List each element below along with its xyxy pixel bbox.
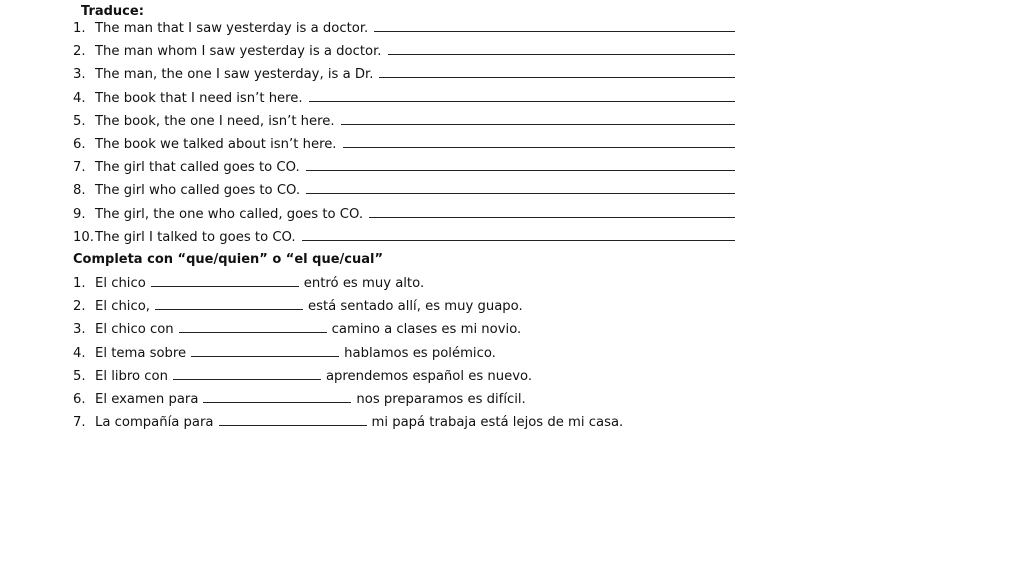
section-title-completa: Completa con “que/quien” o “el que/cual” [73, 252, 384, 267]
item-number: 10. [73, 230, 94, 245]
item-number: 8. [73, 183, 86, 198]
answer-blank[interactable] [343, 135, 735, 148]
item-text-after: hablamos es polémico. [344, 346, 496, 361]
answer-blank[interactable] [306, 181, 735, 194]
translate-item-4 [73, 89, 735, 107]
answer-blank[interactable] [173, 367, 321, 380]
item-text-before: El tema sobre [95, 346, 187, 361]
item-number: 3. [73, 67, 86, 82]
translate-item-2 [73, 42, 735, 60]
item-number: 6. [73, 137, 86, 152]
translate-item-1 [73, 19, 735, 37]
item-text-before: El chico, [95, 299, 150, 314]
item-number: 5. [73, 114, 86, 129]
item-number: 1. [73, 276, 86, 291]
item-number: 7. [73, 160, 86, 175]
item-text-before: El libro con [95, 369, 168, 384]
item-sentence: The man whom I saw yesterday is a doctor. [95, 44, 382, 59]
answer-blank[interactable] [341, 112, 735, 125]
item-text-before: El chico con [95, 322, 174, 337]
answer-blank[interactable] [151, 274, 299, 287]
answer-blank[interactable] [219, 413, 367, 426]
answer-blank[interactable] [306, 158, 735, 171]
answer-blank[interactable] [369, 205, 735, 218]
completa-item-3 [73, 320, 521, 338]
item-number: 3. [73, 322, 86, 337]
answer-blank[interactable] [191, 344, 339, 357]
item-text-before: El chico [95, 276, 146, 291]
answer-blank[interactable] [379, 65, 735, 78]
item-text-after: entró es muy alto. [303, 276, 425, 291]
answer-blank[interactable] [309, 89, 735, 102]
completa-item-2 [73, 297, 523, 315]
answer-blank[interactable] [302, 228, 735, 241]
translate-item-6 [73, 135, 735, 153]
item-text-after: mi papá trabaja está lejos de mi casa. [371, 415, 624, 430]
item-number: 6. [73, 392, 86, 407]
completa-item-7 [73, 413, 623, 431]
item-text-after: está sentado allí, es muy guapo. [307, 299, 523, 314]
translate-item-7 [73, 158, 735, 176]
item-sentence: The girl who called goes to CO. [95, 183, 301, 198]
completa-item-4 [73, 344, 496, 362]
item-sentence: The girl that called goes to CO. [95, 160, 300, 175]
item-number: 9. [73, 207, 86, 222]
answer-blank[interactable] [179, 320, 327, 333]
completa-item-5 [73, 367, 532, 385]
answer-blank[interactable] [203, 390, 351, 403]
item-sentence: The girl I talked to goes to CO. [95, 230, 296, 245]
item-sentence: The man that I saw yesterday is a doctor. [95, 21, 369, 36]
translate-item-8 [73, 181, 735, 199]
item-sentence: The man, the one I saw yesterday, is a Dr. [95, 67, 374, 82]
completa-item-1 [73, 274, 424, 292]
item-text-before: La compañía para [95, 415, 214, 430]
item-number: 4. [73, 91, 86, 106]
translate-item-10 [73, 228, 735, 246]
item-number: 2. [73, 299, 86, 314]
answer-blank[interactable] [155, 297, 303, 310]
item-number: 2. [73, 44, 86, 59]
item-sentence: The book that I need isn’t here. [95, 91, 303, 106]
item-text-after: aprendemos español es nuevo. [325, 369, 533, 384]
item-text-after: nos preparamos es difícil. [356, 392, 526, 407]
item-number: 5. [73, 369, 86, 384]
translate-item-3 [73, 65, 735, 83]
translate-item-9 [73, 205, 735, 223]
translate-item-5 [73, 112, 735, 130]
answer-blank[interactable] [374, 19, 735, 32]
answer-blank[interactable] [388, 42, 736, 55]
completa-item-6 [73, 390, 526, 408]
item-number: 1. [73, 21, 86, 36]
item-sentence: The book, the one I need, isn’t here. [95, 114, 335, 129]
section-title-traduce: Traduce: [81, 4, 144, 19]
item-number: 7. [73, 415, 86, 430]
item-number: 4. [73, 346, 86, 361]
item-text-before: El examen para [95, 392, 199, 407]
item-sentence: The book we talked about isn’t here. [95, 137, 337, 152]
item-sentence: The girl, the one who called, goes to CO. [95, 207, 364, 222]
item-text-after: camino a clases es mi novio. [331, 322, 522, 337]
